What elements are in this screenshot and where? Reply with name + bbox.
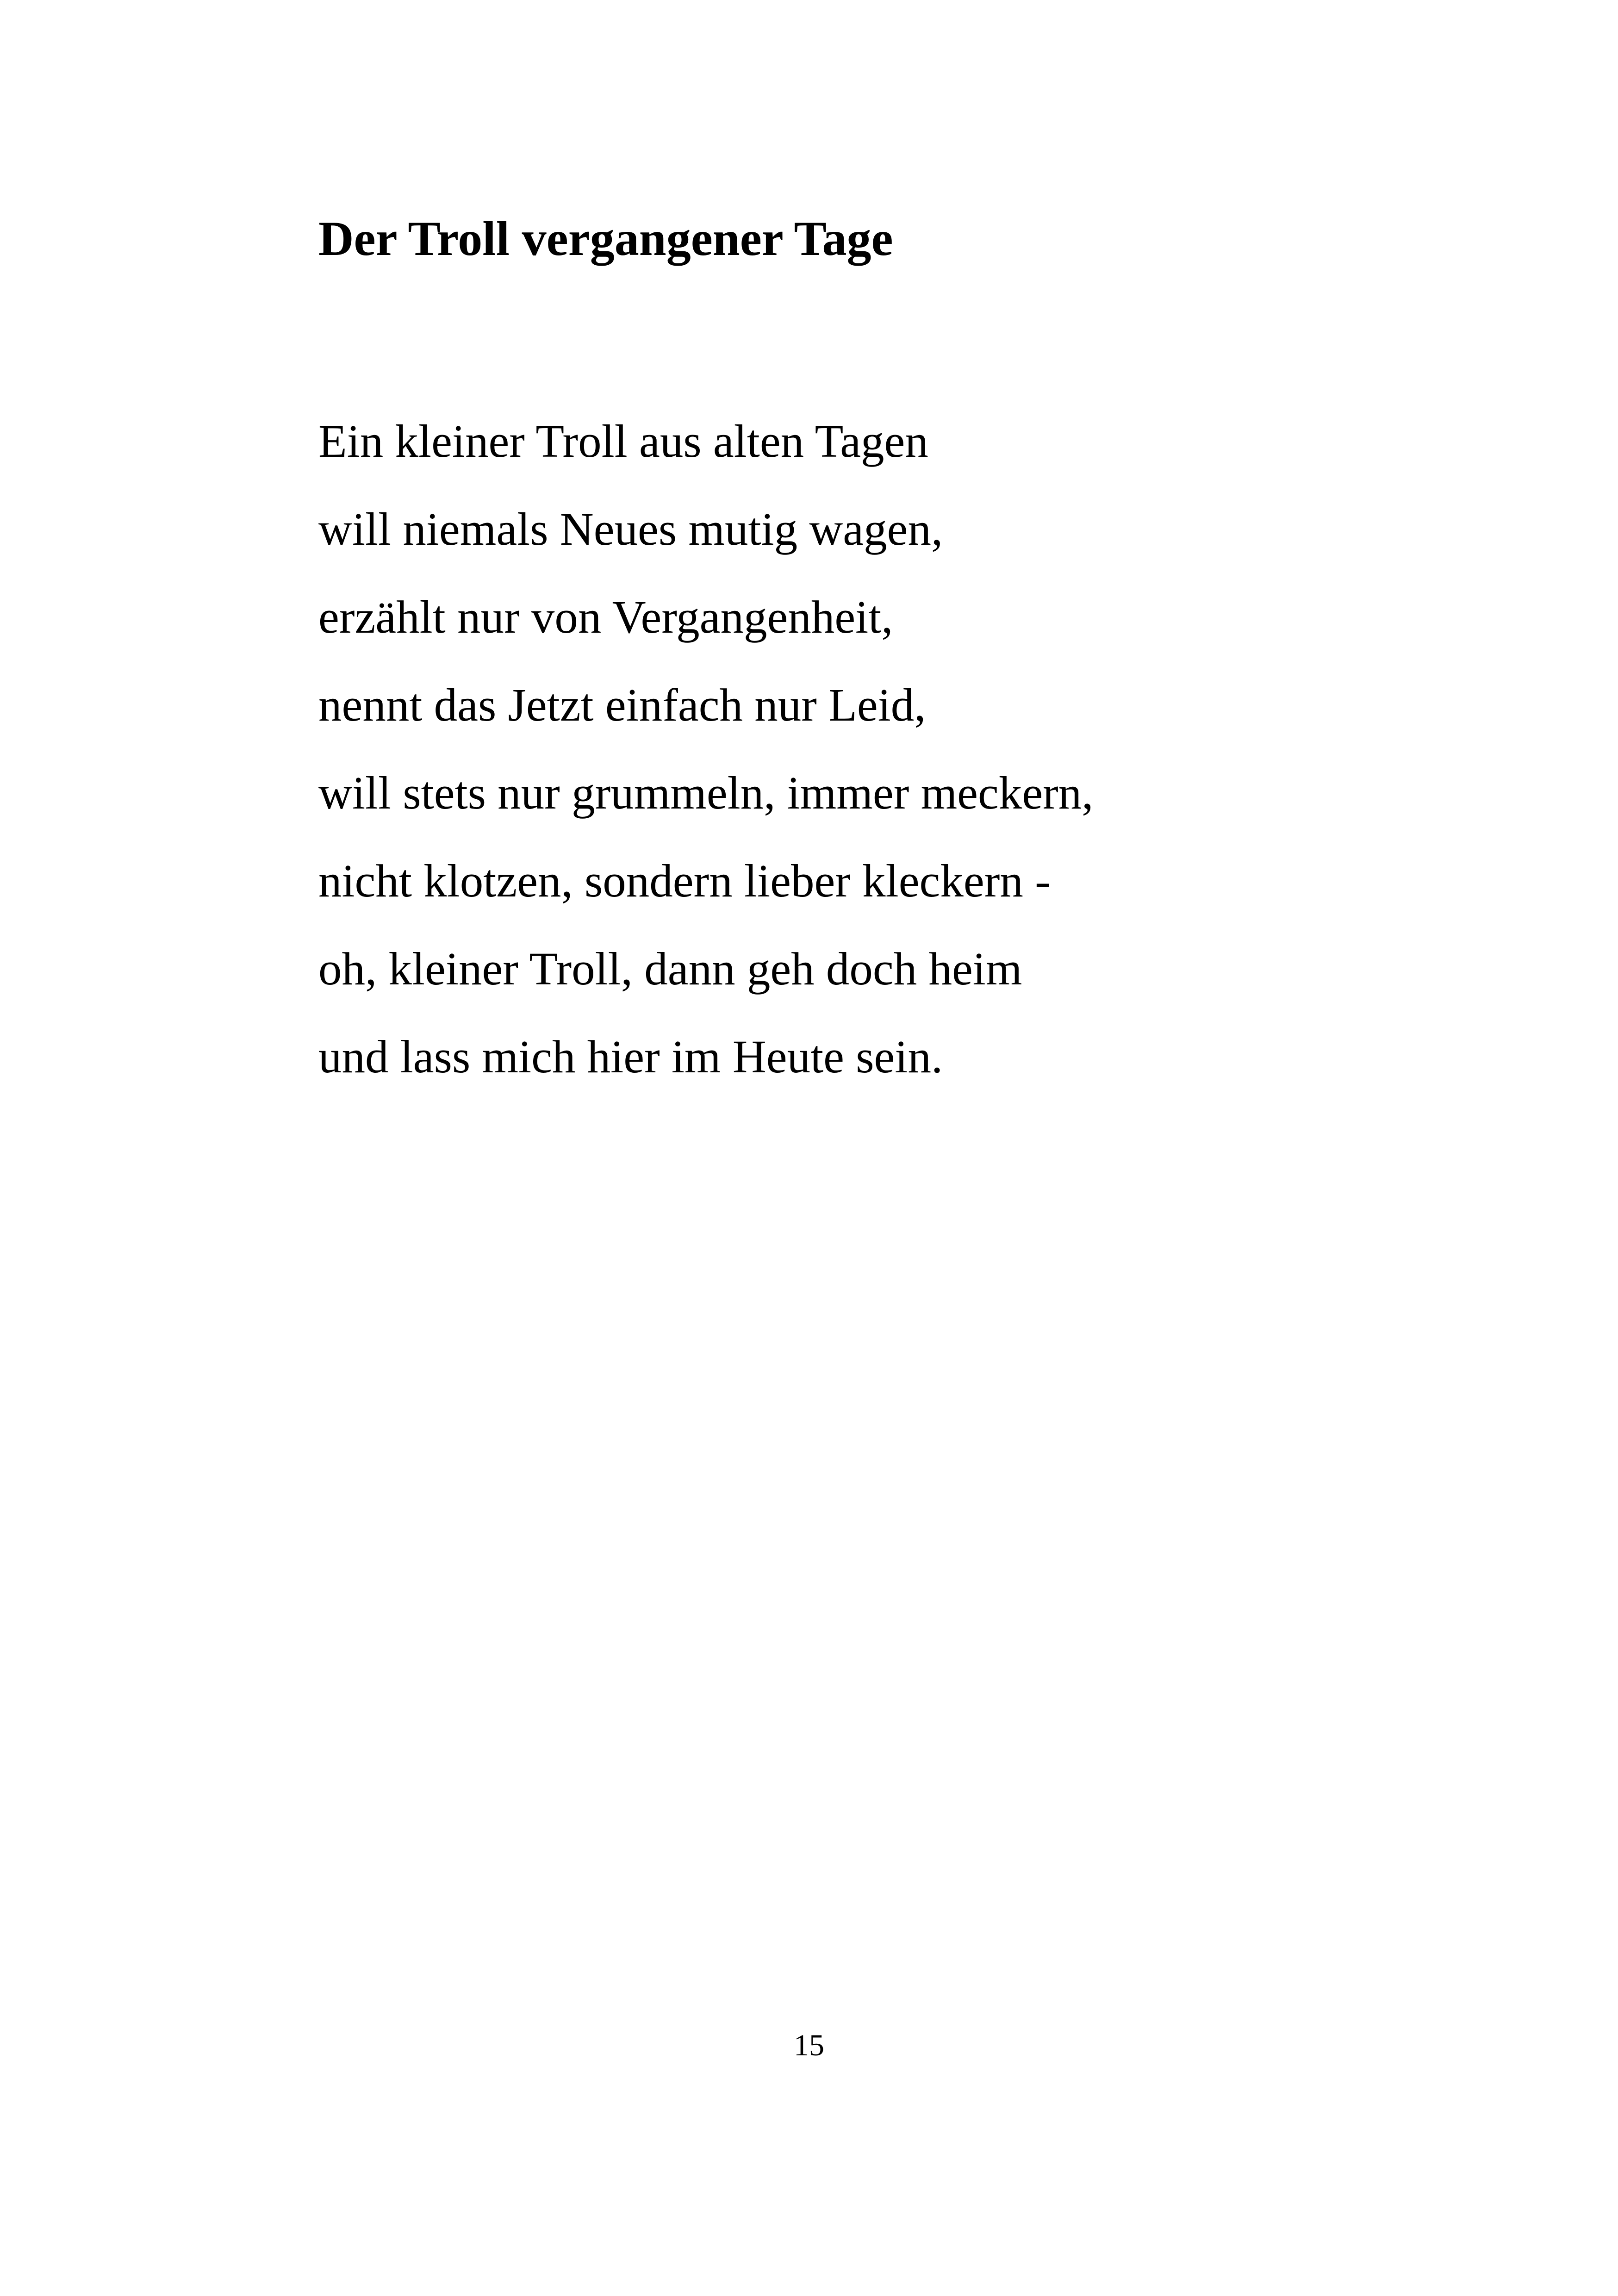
poem-line-1: Ein kleiner Troll aus alten Tagen — [318, 415, 928, 467]
poem-line-4: nennt das Jetzt einfach nur Leid, — [318, 679, 926, 731]
poem-title: Der Troll vergangener Tage — [318, 212, 893, 266]
poem-line-2: will niemals Neues mutig wagen, — [318, 503, 943, 555]
poem-line-8: und lass mich hier im Heute sein. — [318, 1031, 943, 1083]
poem-line-7: oh, kleiner Troll, dann geh doch heim — [318, 943, 1022, 995]
poem-line-3: erzählt nur von Vergangenheit, — [318, 591, 893, 643]
poem-line-5: will stets nur grummeln, immer meckern, — [318, 767, 1094, 819]
page-number: 15 — [794, 2028, 824, 2062]
poem-line-6: nicht klotzen, sondern lieber kleckern - — [318, 855, 1051, 907]
poem-body — [318, 397, 1094, 1101]
